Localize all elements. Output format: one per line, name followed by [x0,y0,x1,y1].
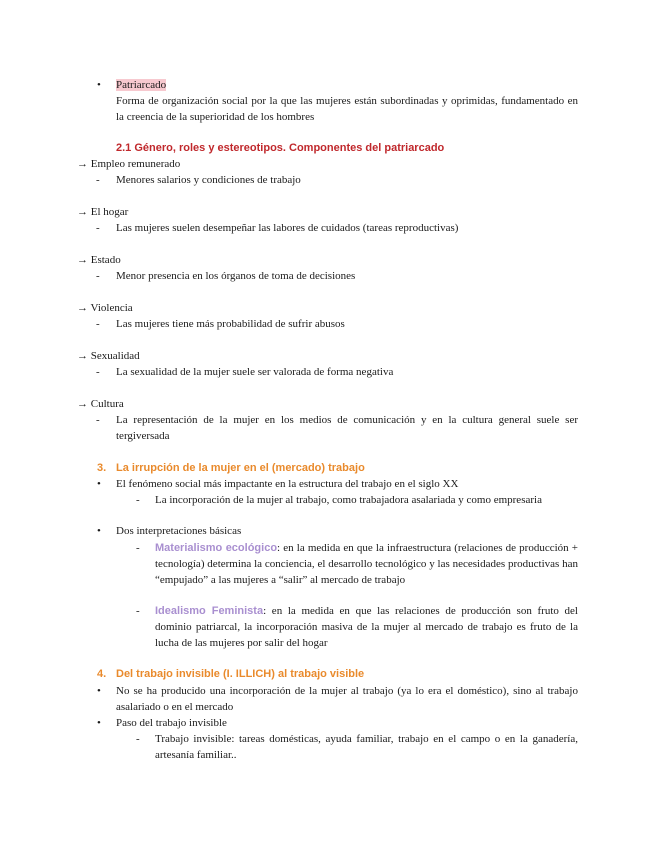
dash: - [96,222,100,234]
section-3-bullet-1-sub: La incorporación de la mujer al trabajo, como trabajadora asalariada y como empresaria [155,494,542,506]
section-4-heading: Del trabajo invisible (I. ILLICH) al trabajo visible [116,668,365,680]
section-3-bullet-2: Dos interpretaciones básicas [116,525,242,537]
item-label-cultura: → Cultura [77,398,124,410]
item-text-cultura: La representación de la mujer en los medios de comunicación y en la cultura general suele ser tergiversada [116,414,578,442]
item-text-hogar: Las mujeres suelen desempeñar las labores de cuidados (tareas reproductivas) [116,222,459,234]
bullet-dot: • [97,525,101,537]
item-text-empleo: Menores salarios y condiciones de trabajo [116,174,301,186]
dash: - [136,494,140,506]
bullet-dot: • [97,478,101,490]
item-label-violencia: → Violencia [77,302,133,314]
dash: - [136,542,140,554]
item-label-sexualidad: → Sexualidad [77,350,140,362]
materialismo-paragraph [155,540,578,588]
patriarcado-definition: Forma de organización social por la que las mujeres están subordinadas y oprimidas, fundamentado en la creencia de la superioridad de los hombres [116,95,578,123]
idealismo-paragraph [155,603,578,651]
section-3-number: 3. [97,462,107,474]
patriarcado-term: Patriarcado [116,79,167,91]
section-3-bullet-1: El fenómeno social más impactante en la estructura del trabajo en el siglo XX [116,478,459,490]
item-text-sexualidad: La sexualidad de la mujer suele ser valorada de forma negativa [116,366,394,378]
dash: - [136,733,140,745]
section-2-heading: 2.1 Género, roles y estereotipos. Componentes del patriarcado [116,142,445,154]
bullet-dot: • [97,717,101,729]
dash: - [96,318,100,330]
idealismo-term: Idealismo Feminista [155,605,264,617]
section-4-number: 4. [97,668,107,680]
section-3-heading: La irrupción de la mujer en el (mercado) trabajo [116,462,365,474]
dash: - [96,366,100,378]
bullet-dot: • [97,79,101,91]
item-label-estado: → Estado [77,254,121,266]
section-4-bullet-2: Paso del trabajo invisible [116,717,227,729]
section-4-bullet-2-sub: Trabajo invisible: tareas domésticas, ayuda familiar, trabajo en el campo o en la ganadería, artesanía familiar.. [155,733,578,761]
dash: - [96,414,100,426]
item-text-estado: Menor presencia en los órganos de toma de decisiones [116,270,356,282]
idealismo-text: : en la medida en que las relaciones de producción son fruto del dominio patriarcal, la incorporación masiva de la mujer al mercado de trabajo es fruto de la lucha de las mujeres por salir del hogar [155,605,578,649]
materialismo-term: Materialismo ecológico [155,542,278,554]
dash: - [96,174,100,186]
item-label-empleo: → Empleo remunerado [77,158,181,170]
item-label-hogar: → El hogar [77,206,129,218]
section-4-bullet-1: No se ha producido una incorporación de la mujer al trabajo (ya lo era el doméstico), sino al trabajo asalariado o en el mercado [116,685,578,713]
bullet-dot: • [97,685,101,697]
dash: - [96,270,100,282]
dash: - [136,605,140,617]
materialismo-text: : en la medida en que la infraestructura (relaciones de producción + tecnología) determina la conciencia, el desarrollo tecnológico y las necesidades productivas han “empujado” a las mujeres a “salir” al mercado de trabajo [155,542,578,586]
item-text-violencia: Las mujeres tiene más probabilidad de sufrir abusos [116,318,345,330]
